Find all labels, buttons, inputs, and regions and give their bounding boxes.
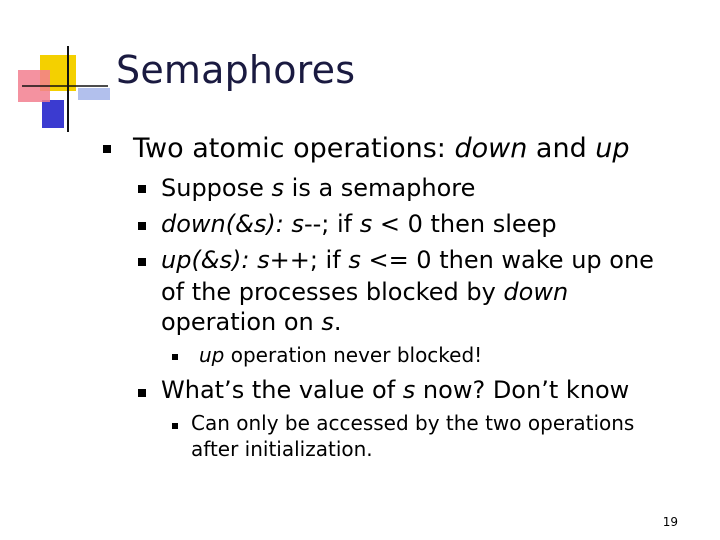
text: What’s the value of — [161, 376, 403, 404]
bullet-value-of-s — [161, 376, 629, 404]
page-number: 19 — [662, 515, 678, 529]
sub-bullet-access-line2: after initialization. — [191, 437, 373, 461]
text: <= 0 then wake up one — [360, 246, 654, 274]
bullet-square — [138, 222, 146, 230]
sub-bullet-square — [172, 354, 178, 360]
bullet-square — [103, 145, 111, 153]
text: operation never blocked! — [224, 343, 483, 367]
text-up: up — [199, 343, 225, 367]
text-up-func: up(&s): — [161, 246, 258, 274]
text: is a semaphore — [284, 174, 476, 202]
text: and — [527, 133, 596, 164]
bullet-suppose — [161, 174, 475, 202]
bullet-square — [138, 185, 146, 193]
slide-title: Semaphores — [116, 48, 356, 92]
text: Suppose — [161, 174, 272, 202]
bullet-down-definition — [161, 210, 557, 238]
bullet-up-definition-line2 — [161, 278, 568, 306]
text: ++; if — [269, 246, 349, 274]
logo-lightblue-band — [78, 88, 110, 100]
text: . — [333, 308, 342, 336]
sub-bullet-square — [172, 423, 178, 429]
text: Two atomic operations: — [133, 133, 455, 164]
text-down: down — [454, 133, 528, 164]
bullet-up-definition — [161, 246, 654, 274]
text-s: s — [271, 174, 285, 202]
text: now? Don’t know — [415, 376, 630, 404]
bullet-square — [138, 389, 146, 397]
text: of the processes blocked by — [161, 278, 504, 306]
bullet-two-atomic-operations — [133, 133, 630, 164]
text-s: s — [257, 246, 270, 274]
text-up: up — [595, 133, 630, 164]
text-down-func: down(&s): — [161, 210, 292, 238]
sub-bullet-access-line1: Can only be accessed by the two operations — [191, 411, 635, 435]
text-s: s — [402, 376, 416, 404]
text-s: s — [359, 210, 373, 238]
text-s: s — [348, 246, 361, 274]
text-s: s — [321, 308, 334, 336]
text: < 0 then sleep — [372, 210, 557, 238]
text-down: down — [503, 278, 569, 306]
bullet-up-definition-line3 — [161, 308, 342, 336]
slide-logo-decoration — [0, 0, 110, 140]
bullet-square — [138, 258, 146, 266]
text: --; if — [303, 210, 360, 238]
text: operation on — [161, 308, 322, 336]
text-s: s — [291, 210, 304, 238]
sub-bullet-up-never-blocked — [199, 343, 482, 367]
logo-blue-square — [42, 100, 64, 128]
